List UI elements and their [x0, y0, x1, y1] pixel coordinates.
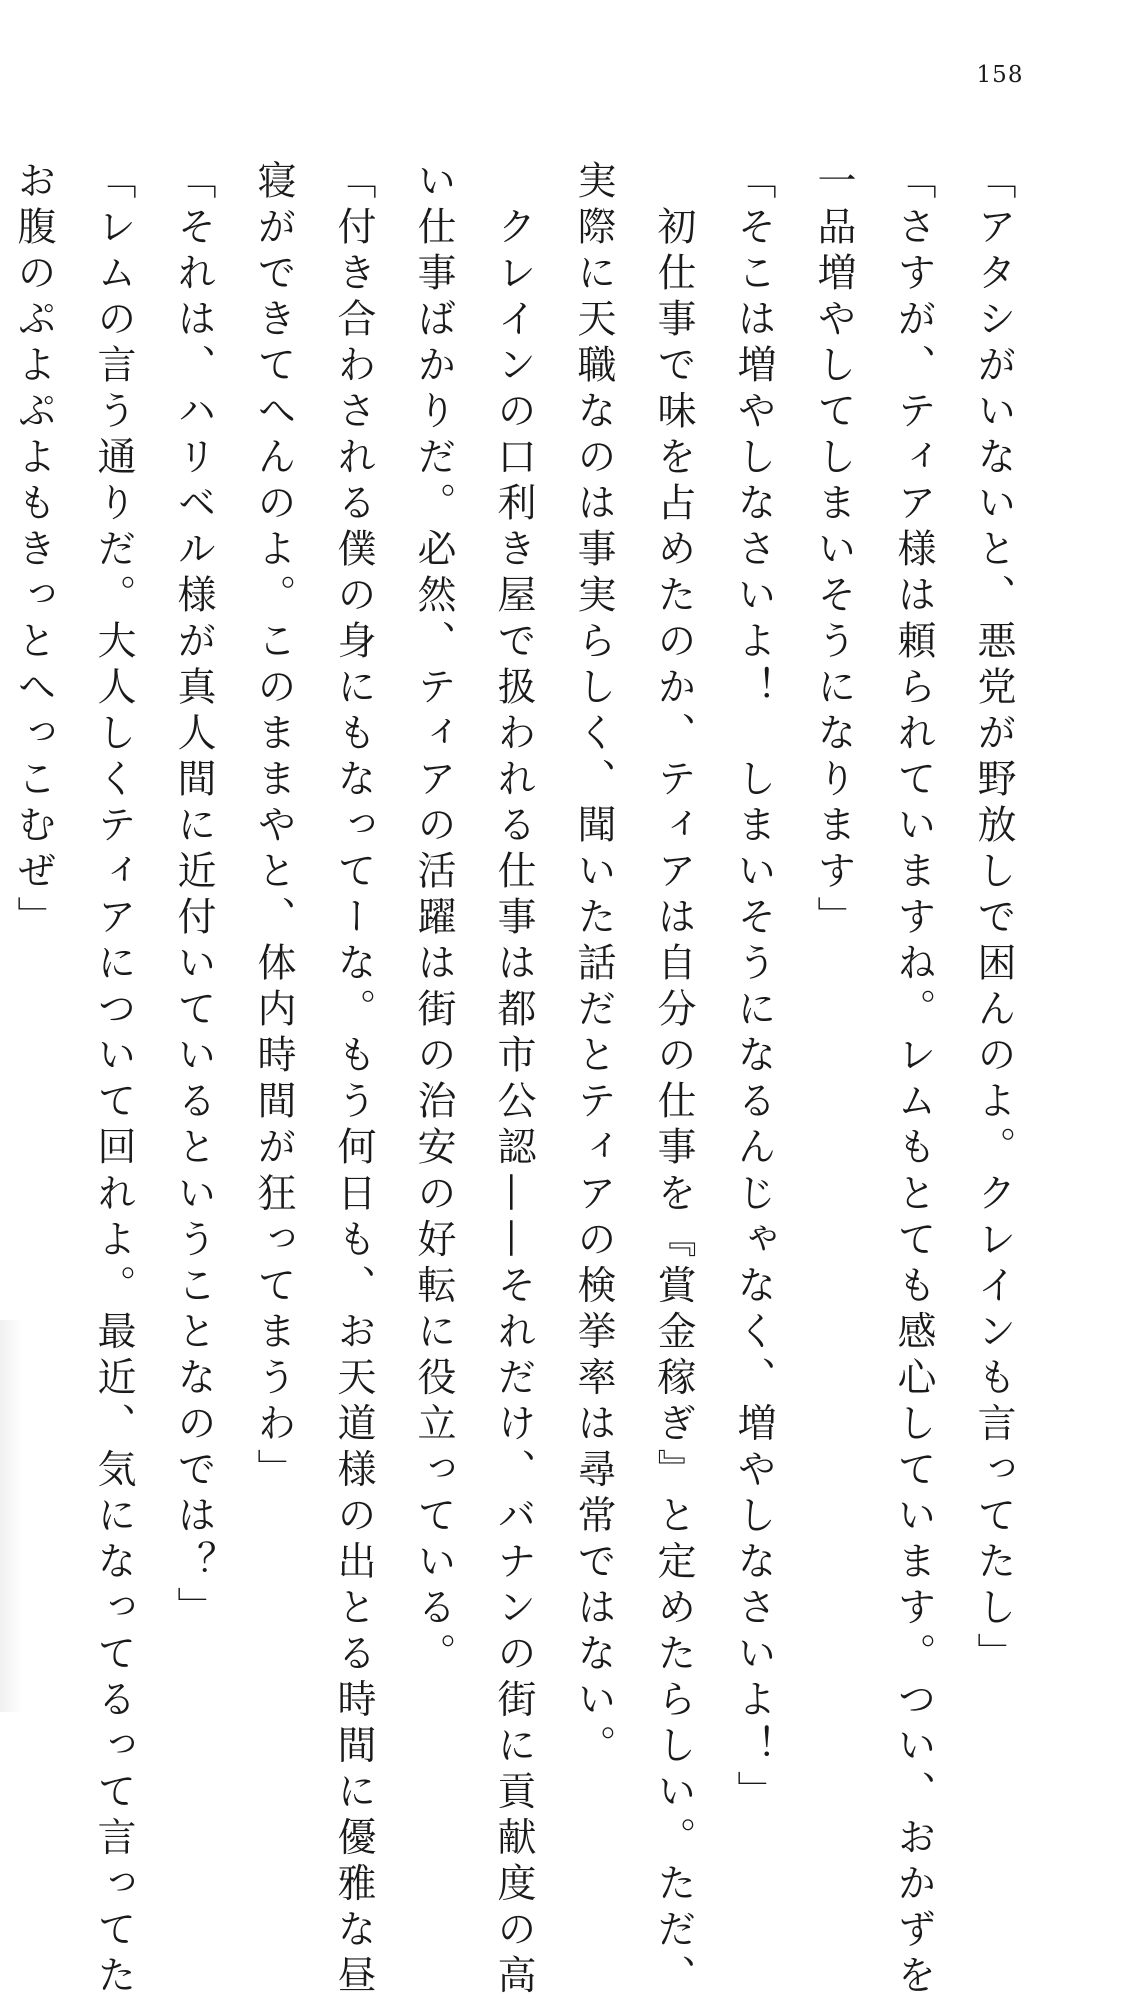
- page-edge-shadow: [0, 1320, 22, 1712]
- text-line: 実際に天職なのは事実らしく、聞いた話だとティアの検挙率は尋常ではない。: [571, 160, 616, 1771]
- text-line: い仕事ばかりだ。必然、ティアの活躍は街の治安の好転に役立っている。: [411, 160, 456, 1679]
- text-line: 寝ができてへんのよ。このままやと、体内時間が狂ってまうわ」: [251, 160, 296, 1495]
- text-line: お腹のぷよぷよもきっとへっこむぜ」: [11, 160, 56, 943]
- text-line: 「アタシがいないと、悪党が野放しで困んのよ。クレインも言ってたし」: [971, 160, 1016, 1679]
- text-line: 「さすが、ティア様は頼られていますね。レムもとても感心しています。つい、おかずを: [891, 160, 936, 2001]
- text-line: 「そこは増やしなさいよ！ しまいそうになるんじゃなく、増やしなさいよ！」: [731, 160, 776, 1817]
- text-line: 「付き合わされる僕の身にもなってーな。もう何日も、お天道様の出とる時間に優雅な昼: [331, 160, 376, 2001]
- page-number: 158: [976, 62, 1024, 88]
- novel-text-block: [11, 160, 1033, 2001]
- text-line: 一品増やしてしまいそうになります」: [811, 160, 856, 943]
- text-line: 初仕事で味を占めたのか、ティアは自分の仕事を『賞金稼ぎ』と定めたらしい。ただ、: [651, 160, 696, 2001]
- text-line: 「レムの言う通りだ。大人しくティアについて回れよ。最近、気になってるって言ってた: [91, 160, 136, 2001]
- text-line: 「それは、ハリベル様が真人間に近付いているということなのでは？」: [171, 160, 216, 1633]
- text-line: クレインの口利き屋で扱われる仕事は都市公認——それだけ、バナンの街に貢献度の高: [491, 160, 536, 2001]
